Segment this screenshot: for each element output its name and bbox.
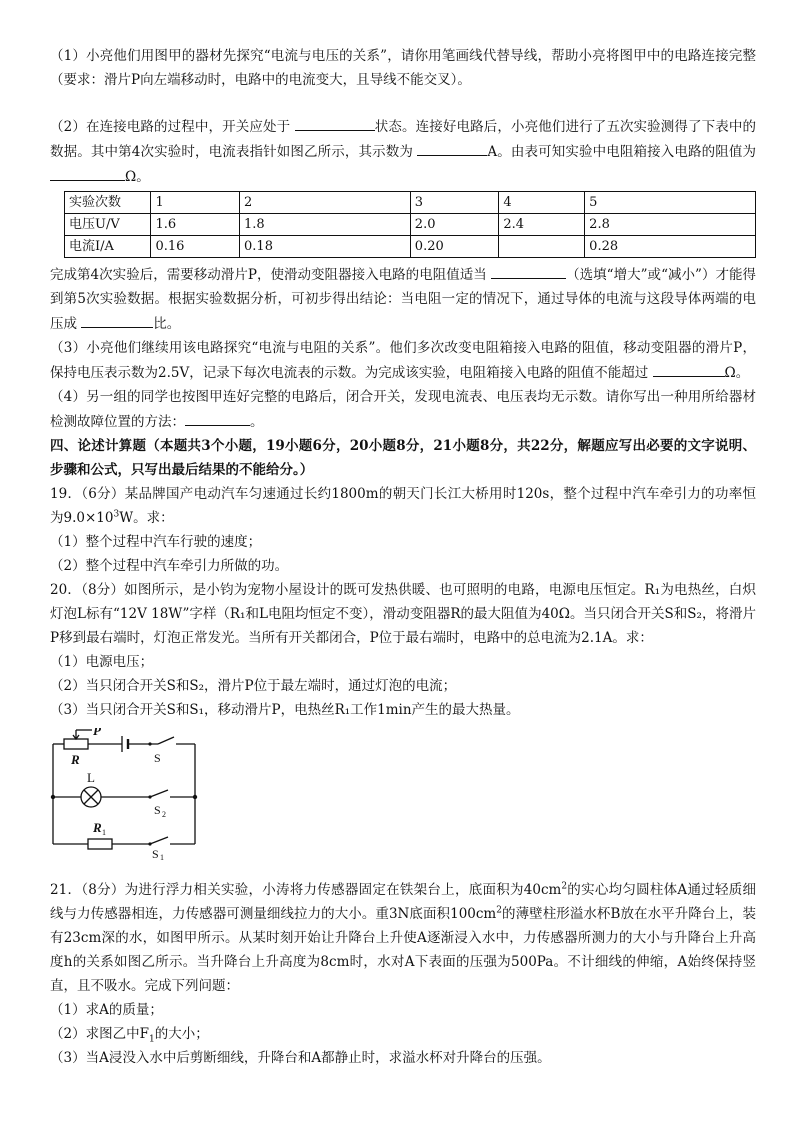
q21-exponent-1: 2 [561, 881, 568, 892]
answer-blank-proportion[interactable] [81, 311, 153, 328]
table-cell: 0.20 [410, 236, 499, 258]
table-row-label: 电流I/A [65, 236, 151, 258]
q19-sub-1: （1）整个过程中汽车行驶的速度； [50, 534, 262, 550]
label-s2: S [154, 803, 161, 817]
part2-text-b: 状态。连接好电路后，小亮他们进行了五次实验测得了下表中的数据。其中第4次实验时，电流表指针如图乙所示，其示数为 [50, 119, 757, 160]
question-21 [50, 878, 756, 998]
label-r: R [71, 752, 80, 767]
label-r1-subscript: 1 [102, 828, 106, 837]
part3-text-b: Ω。 [724, 365, 750, 381]
table-cell: 1.6 [151, 214, 240, 236]
question-18-part-2 [50, 114, 756, 189]
label-l: L [87, 770, 95, 785]
q20-sub-2: （2）当只闭合开关S和S₂，滑片P位于最左端时，通过灯泡的电流； [50, 678, 457, 694]
answer-blank-switch-state[interactable] [295, 114, 375, 131]
q21-text-c: 的薄壁柱形溢水杯B放在水平升降台上，装有23cm深的水，如图甲所示。从某时刻开始让升降台上升使A逐渐浸入水中，力传感器所测力的大小与升降台上升高度h的关系如图乙所示。当升降台上升高度为8cm时，水对A下表面的压强为500Pa。不计细线的伸缩，A始终保持竖直，且不吸水。完成下列问题： [50, 906, 757, 994]
junction-dot [51, 795, 55, 799]
table-row-label: 电压U/V [65, 214, 151, 236]
switch-pivot [148, 842, 151, 845]
label-s: S [154, 751, 161, 765]
label-p: P [93, 728, 101, 738]
label-s1-subscript: 1 [160, 853, 164, 860]
question-19 [50, 482, 756, 530]
section-4-heading: 四、论述计算题（本题共3个小题，19小题6分，20小题8分，21小题8分，共22分，解题应写出必要的文字说明、步骤和公式，只写出最后结果的不能给分。） [50, 438, 756, 478]
answer-blank-increase-decrease[interactable] [491, 262, 566, 279]
table-cell: 1 [151, 192, 240, 214]
table-row [65, 192, 756, 214]
after-table-text [50, 262, 756, 336]
q21-text-a: 21．（8分）为进行浮力相关实验，小涛将力传感器固定在铁架台上，底面积为40cm [50, 882, 562, 898]
after-table-text-b: （选填“增大”或“减小”）才能得到第5次实验数据。根据实验数据分析，可初步得出结论：当电阻一定的情况下，通过导体的电流与这段导体两端的电压成 [50, 267, 756, 332]
answer-blank-max-resistance[interactable] [653, 360, 725, 377]
table-row [65, 214, 756, 236]
switch-s2-blade [150, 790, 168, 797]
q19-text-b: W。求： [119, 510, 174, 526]
part2-text-c: A。由表可知实验中电阻箱接入电路的阻值为 [487, 144, 757, 160]
table-cell: 0.18 [240, 236, 411, 258]
circuit-diagram [50, 728, 756, 868]
question-18-part-1: （1）小亮他们用图甲的器材先探究“电流与电压的关系”，请你用笔画线代替导线，帮助小亮将图甲中的电路连接完整（要求：滑片P向左端移动时，电路中的电流变大，且导线不能交叉）。 [50, 48, 756, 88]
switch-pivot [148, 795, 151, 798]
table-cell: 2 [240, 192, 411, 214]
q19-exponent: 3 [113, 509, 120, 520]
answer-blank-resistance[interactable] [50, 164, 125, 181]
q21-exponent-2: 2 [496, 905, 502, 916]
label-s1: S [152, 847, 159, 860]
q19-text-a: 19．（6分）某品牌国产电动汽车匀速通过长约1800m的朝天门长江大桥用时120s，整个过程中汽车牵引力的功率恒为9.0×10 [50, 486, 756, 526]
experiment-data-table [64, 191, 756, 258]
q21-sub-2-text-a: （2）求图乙中F [50, 1026, 149, 1042]
table-cell: 3 [410, 192, 499, 214]
question-20: 20．（8分）如图所示，是小钧为宠物小屋设计的既可发热供暖、也可照明的电路，电源电压恒定。R₁为电热丝，白炽灯泡L标有“12V 18W”字样（R₁和L电阻均恒定不变），滑动变阻器R的最大阻值为40Ω。当只闭合开关S和S₂，将滑片P移到最右端时，灯泡正常发光。当所有开关都闭合，P位于最右端时，电路中的总电流为2.1A。求： [50, 582, 756, 646]
label-r1: R [93, 820, 102, 835]
q21-sub-1: （1）求A的质量； [50, 1002, 163, 1018]
exam-page [50, 44, 756, 1070]
q21-text-b: 的实心均匀圆柱体A通过轻质细线与力传感器相连，力传感器可测量细线拉力的大小。重3N底面积100cm [50, 882, 756, 922]
table-cell: 2.0 [410, 214, 499, 236]
rheostat-r [64, 739, 88, 749]
table-row-label: 实验次数 [65, 192, 151, 214]
table-cell: 4 [499, 192, 585, 214]
answer-blank-current-reading[interactable] [417, 139, 487, 156]
table-row [65, 236, 756, 258]
label-s2-subscript: 2 [162, 810, 166, 819]
switch-s1-blade [150, 837, 168, 844]
part4-text-a: （4）另一组的同学也按图甲连好完整的电路后，闭合开关，发现电流表、电压表均无示数。请你写出一种用所给器材检测故障位置的方法： [50, 389, 756, 430]
after-table-text-a: 完成第4次实验后，需要移动滑片P，使滑动变阻器接入电路的电阻值适当 [50, 267, 487, 283]
table-cell-empty[interactable] [499, 236, 585, 258]
table-cell: 0.28 [585, 236, 756, 258]
part2-text-d: Ω。 [125, 169, 150, 185]
q21-sub-2-subscript: 1 [148, 1034, 155, 1045]
q20-sub-3: （3）当只闭合开关S和S₁，移动滑片P，电热丝R₁工作1min产生的最大热量。 [50, 702, 520, 718]
switch-s-blade [158, 737, 174, 744]
table-cell: 0.16 [151, 236, 240, 258]
part3-text-a: （3）小亮他们继续用该电路探究“电流与电阻的关系”。他们多次改变电阻箱接入电路的阻值，移动变阻器的滑片P，保持电压表示数为2.5V，记录下每次电流表的示数。为完成该实验，电阻箱接入电路的阻值不能超过 [50, 340, 756, 381]
question-18-part-4 [50, 385, 756, 434]
table-cell: 2.4 [499, 214, 585, 236]
spacer [50, 92, 756, 114]
part2-text-a: （2）在连接电路的过程中，开关应处于 [50, 119, 291, 135]
q19-sub-2: （2）整个过程中汽车牵引力所做的功。 [50, 558, 289, 574]
q21-sub-3: （3）当A浸没入水中后剪断细线，升降台和A都静止时，求溢水杯对升降台的压强。 [50, 1050, 551, 1066]
part4-text-b: 。 [250, 414, 264, 430]
q21-sub-2 [50, 1022, 756, 1046]
table-cell: 1.8 [240, 214, 411, 236]
q21-sub-2-text-b: 的大小； [154, 1026, 209, 1042]
junction-dot [193, 795, 197, 799]
circuit-diagram-svg [50, 728, 200, 860]
table-cell: 5 [585, 192, 756, 214]
question-18-part-3 [50, 336, 756, 385]
table-cell: 2.8 [585, 214, 756, 236]
q20-sub-1: （1）电源电压； [50, 654, 154, 670]
after-table-text-c: 比。 [153, 316, 181, 332]
answer-blank-fault-method[interactable] [185, 409, 250, 426]
resistor-r1 [88, 839, 112, 849]
switch-pivot [148, 742, 151, 745]
